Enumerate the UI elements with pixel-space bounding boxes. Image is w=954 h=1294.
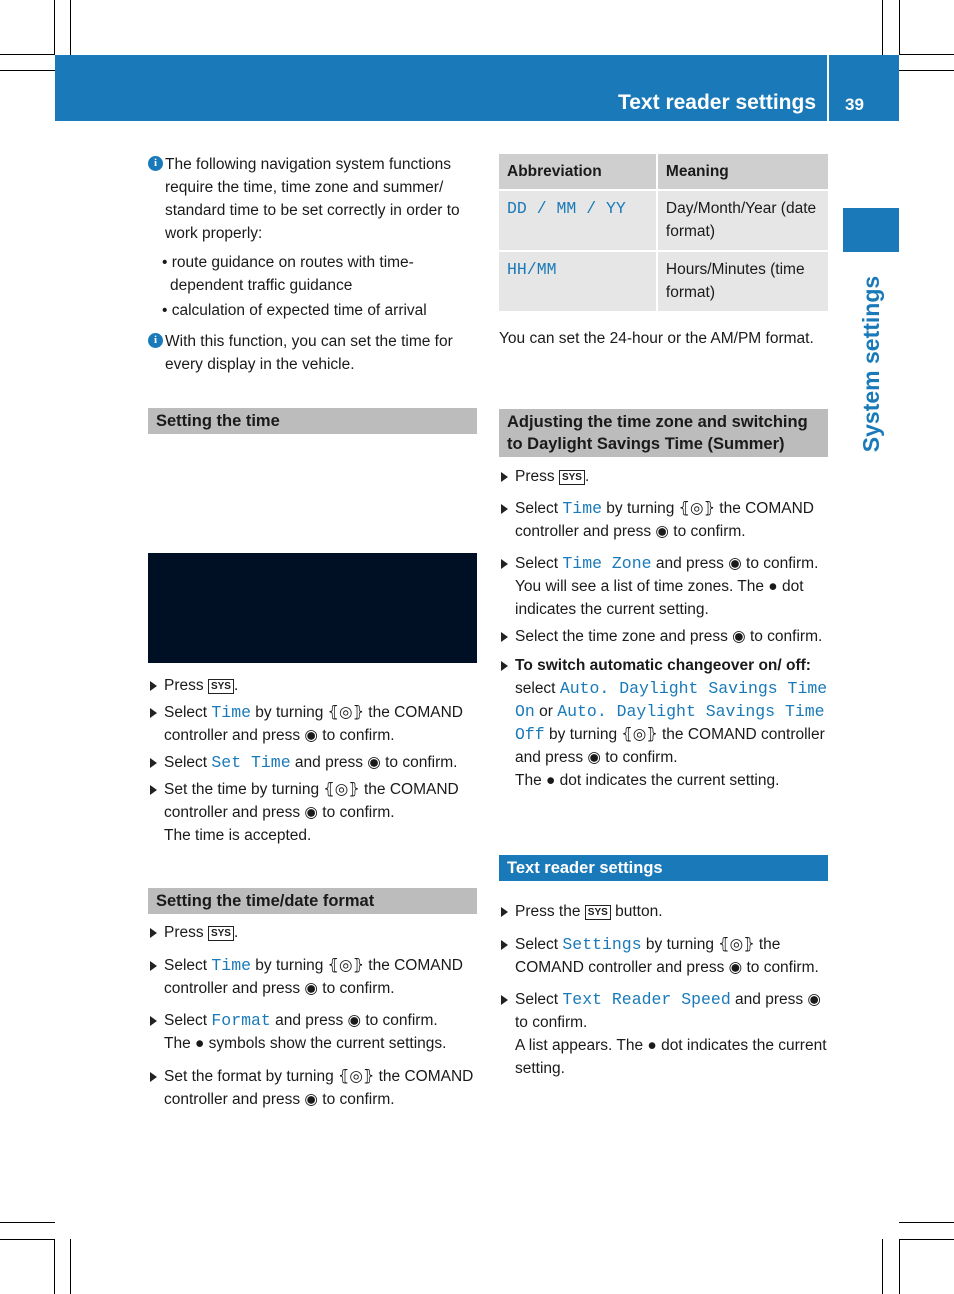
crop-mark [70, 1239, 71, 1294]
step-arrow-icon [150, 961, 157, 971]
abbreviation-table [499, 154, 828, 311]
step-item: Press SYS . [499, 465, 829, 488]
sys-button-icon: SYS [208, 926, 234, 941]
crop-mark [899, 1239, 954, 1240]
step-item: Select the time zone and press ◉ to confirm. [499, 625, 829, 648]
section-heading: Text reader settings [499, 855, 828, 881]
step-arrow-icon [150, 785, 157, 795]
step-item: Select Text Reader Speed and press ◉ to confirm. A list appears. The ● dot indicates the current setting. [499, 988, 829, 1080]
step-arrow-icon [150, 1072, 157, 1082]
step-arrow-icon [501, 995, 508, 1005]
right-steps-4 [499, 900, 829, 1080]
step-result: The time is accepted. [164, 827, 312, 844]
section-side-label: System settings [858, 275, 884, 453]
table-cell-abbr: DD / MM / YY [507, 199, 626, 218]
step-result: The ● dot indicates the current setting. [515, 772, 780, 789]
menu-item-code: Text Reader Speed [562, 990, 731, 1009]
right-steps-3 [499, 465, 829, 792]
step-result: You will see a list of time zones. The ● dot indicates the current setting. [515, 578, 804, 618]
crop-mark [54, 0, 55, 55]
table-cell-meaning: Day/Month/Year (date format) [657, 190, 828, 251]
step-arrow-icon [501, 907, 508, 917]
page-number: 39 [845, 95, 864, 114]
menu-item-code: Auto. Daylight Savings Time On [515, 679, 828, 721]
crop-mark [899, 1239, 900, 1294]
step-arrow-icon [501, 661, 508, 671]
right-section-3 [499, 409, 828, 457]
crop-mark [899, 54, 954, 55]
left-column-sections [148, 408, 477, 434]
info-icon: i [148, 156, 163, 171]
bullet-item: • route guidance on routes with time-dependent traffic guidance [162, 254, 414, 294]
crop-mark [899, 1222, 954, 1223]
menu-item-code: Time Zone [562, 554, 652, 573]
crop-mark [882, 1239, 883, 1294]
note-text: With this function, you can set the time for every display in the vehicle. [165, 333, 453, 373]
step-arrow-icon [501, 940, 508, 950]
step-item: Set the time by turning ⦃◎⦄ the COMAND controller and press ◉ to confirm. The time is accepted. [148, 778, 478, 847]
left-column [148, 153, 478, 376]
menu-item-code: Time [211, 956, 251, 975]
page-header [55, 55, 899, 121]
step-result: The ● symbols show the current settings. [164, 1035, 447, 1052]
crop-mark [899, 70, 954, 71]
crop-mark [54, 1239, 55, 1294]
right-column [499, 327, 829, 350]
crop-mark [0, 1222, 55, 1223]
menu-item-code: Auto. Daylight Savings Time Off [515, 702, 825, 744]
step-item: Set the format by turning ⦃◎⦄ the COMAND controller and press ◉ to confirm. [148, 1065, 478, 1111]
crop-mark [0, 54, 55, 55]
display-screenshot [148, 553, 477, 663]
info-note [148, 153, 478, 245]
step-arrow-icon [501, 504, 508, 514]
step-arrow-icon [150, 708, 157, 718]
header-divider [827, 55, 829, 121]
menu-item-code: Set Time [211, 753, 291, 772]
step-arrow-icon [501, 472, 508, 482]
step-arrow-icon [150, 758, 157, 768]
step-item: To switch automatic changeover on/ off: select Auto. Daylight Savings Time On or Auto. Daylight Savings Time Off by turning ⦃◎⦄ the COMAND controller and press ◉ to confirm. The ● dot indicates the current setting. [499, 654, 829, 792]
left-steps-1 [148, 674, 478, 847]
table-header: Meaning [657, 154, 828, 190]
crop-mark [70, 0, 71, 55]
menu-item-code: Settings [562, 935, 642, 954]
step-arrow-icon [501, 559, 508, 569]
menu-item-code: Format [211, 1011, 271, 1030]
info-icon: i [148, 333, 163, 348]
step-arrow-icon [150, 1016, 157, 1026]
section-heading: Setting the time/date format [148, 888, 477, 914]
step-item: Select Time by turning ⦃◎⦄ the COMAND controller and press ◉ to confirm. [499, 497, 829, 543]
crop-mark [899, 0, 900, 55]
crop-mark [882, 0, 883, 55]
note-text: The following navigation system functions require the time, time zone and summer/ standard time to be set correctly in order to work properly: [165, 156, 460, 242]
info-note [148, 330, 478, 376]
format-note: You can set the 24-hour or the AM/PM format. [499, 330, 814, 347]
step-item: Press SYS . [148, 674, 478, 697]
step-arrow-icon [501, 632, 508, 642]
table-cell-meaning: Hours/Minutes (time format) [657, 251, 828, 311]
table-row [499, 251, 828, 311]
sys-button-icon: SYS [559, 470, 585, 485]
step-arrow-icon [150, 681, 157, 691]
step-item: Select Time Zone and press ◉ to confirm. You will see a list of time zones. The ● dot indicates the current setting. [499, 552, 829, 621]
step-item: Select Time by turning ⦃◎⦄ the COMAND controller and press ◉ to confirm. [148, 954, 478, 1000]
table-header: Abbreviation [499, 154, 657, 190]
crop-mark [0, 70, 55, 71]
step-item: Select Settings by turning ⦃◎⦄ the COMAND controller and press ◉ to confirm. [499, 933, 829, 979]
step-item: Select Format and press ◉ to confirm. The ● symbols show the current settings. [148, 1009, 478, 1055]
step-item: Press the SYS button. [499, 900, 829, 923]
menu-item-code: Time [211, 703, 251, 722]
right-section-4 [499, 855, 828, 881]
bullet-item: • calculation of expected time of arrival [162, 302, 427, 319]
step-arrow-icon [150, 928, 157, 938]
left-steps-2 [148, 921, 478, 1111]
table-cell-abbr: HH/MM [507, 260, 557, 279]
step-result: A list appears. The ● dot indicates the current setting. [515, 1037, 827, 1077]
section-heading: Adjusting the time zone and switching to Daylight Savings Time (Summer) [499, 409, 828, 457]
step-item: Select Set Time and press ◉ to confirm. [148, 751, 478, 774]
step-item: Press SYS . [148, 921, 478, 944]
table-row [499, 190, 828, 251]
crop-mark [0, 1239, 55, 1240]
left-section-2 [148, 888, 477, 914]
sys-button-icon: SYS [585, 905, 611, 920]
header-title: Text reader settings [617, 91, 816, 114]
section-heading: Setting the time [148, 408, 477, 434]
step-item: Select Time by turning ⦃◎⦄ the COMAND controller and press ◉ to confirm. [148, 701, 478, 747]
menu-item-code: Time [562, 499, 602, 518]
sys-button-icon: SYS [208, 679, 234, 694]
